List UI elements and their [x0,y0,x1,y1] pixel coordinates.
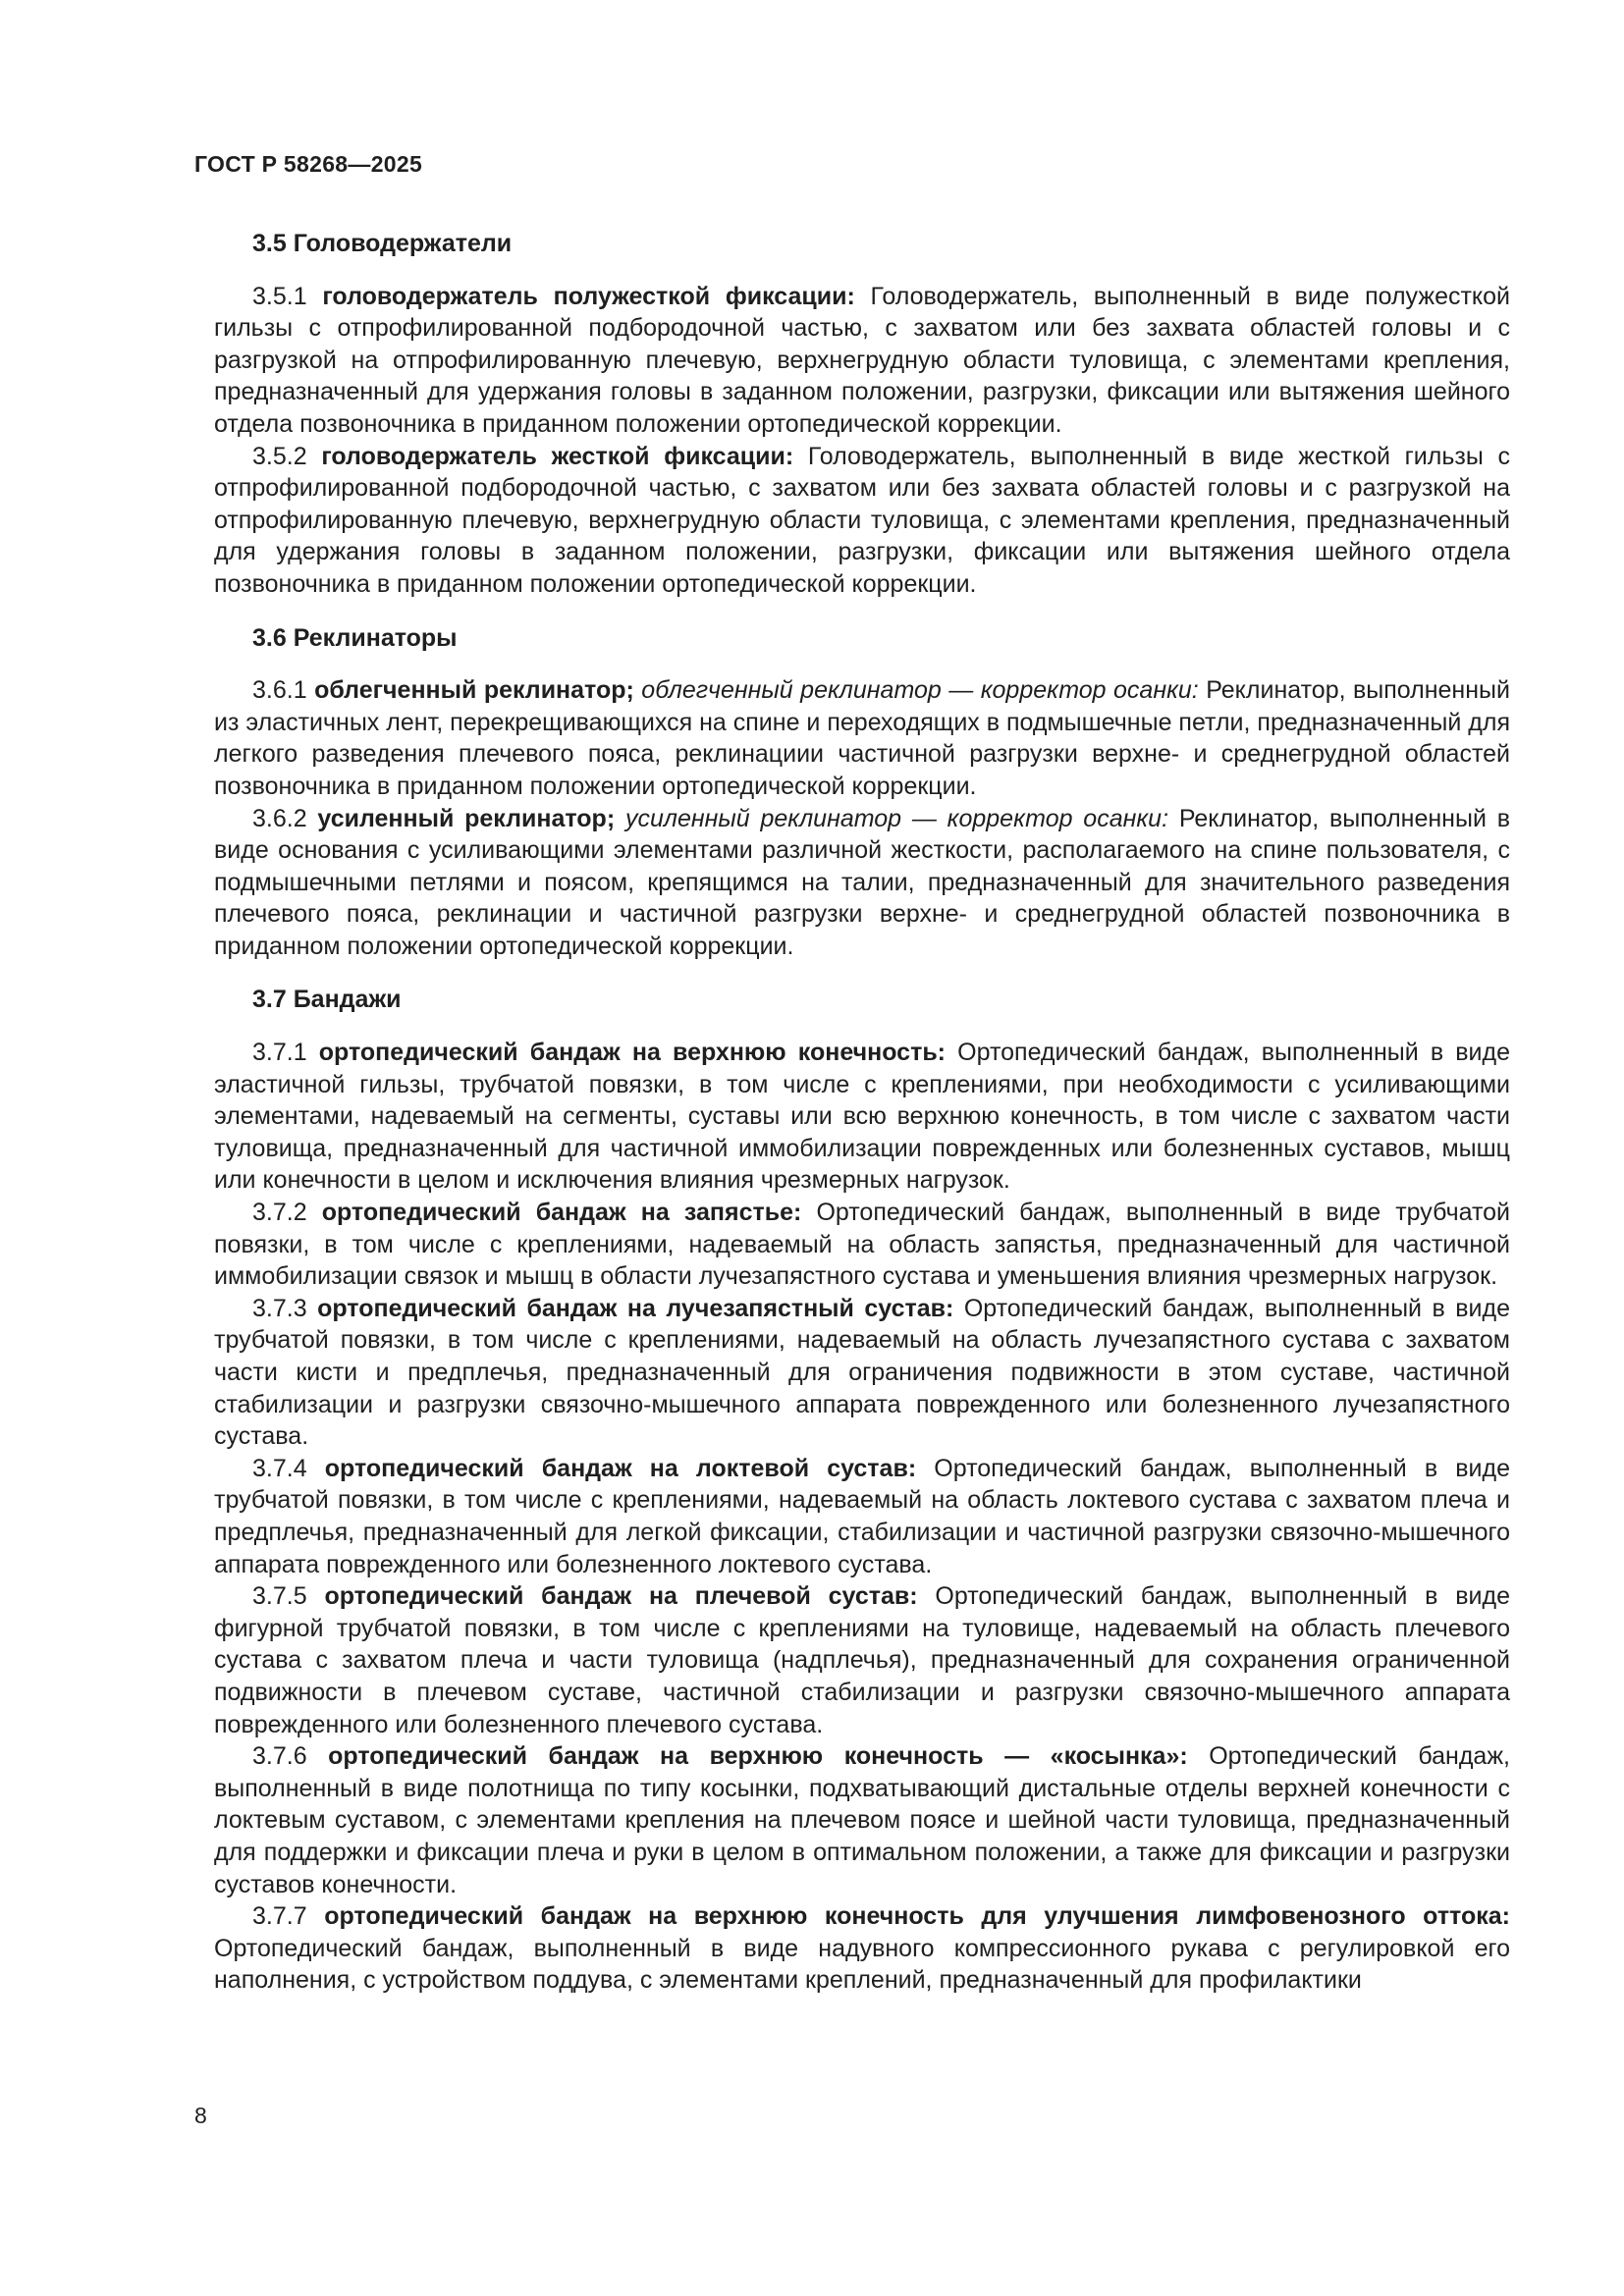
entry-number: 3.7.4 [252,1454,325,1482]
term-name: ортопедический бандаж на верхнюю конечность — «косынка»: [328,1742,1188,1771]
entry-number: 3.7.1 [252,1039,319,1067]
term-name: ортопедический бандаж на лучезапястный сустав: [317,1294,954,1322]
term-definition: Реклинатор, выполненный в виде основания с усиливающими элементами различной жесткости, располагаемого на спине пользователя, с подмышечными петлями и поясом, крепящимся на талии, предназначенный для значительного разведения плечевого пояса, реклинации и частичной разгрузки верхне- и среднегрудной областей позвоночника в приданном положении ортопедической коррекции. [214,804,1510,960]
term-entry [214,1580,1510,1740]
term-definition: Реклинатор, выполненный из эластичных лент, перекрещивающихся на спине и переходящих в подмышечные петли, предназначенный для легкого разведения плечевого пояса, реклинациии частичной разгрузки верхне- и среднегрудной областей позвоночника в приданном положении ортопедической коррекции. [214,676,1510,800]
term-entry [214,803,1510,963]
term-definition: Ортопедический бандаж, выполненный в виде трубчатой повязки, в том числе с креплениями, надеваемый на область запястья, предназначенный для частичной иммобилизации связок и мышц в области лучезапястного сустава и уменьшения влияния чрезмерных нагрузок. [214,1199,1510,1291]
term-entry [214,1740,1510,1900]
entry-number: 3.6.2 [252,804,318,832]
term-name: ортопедический бандаж на верхнюю конечность для улучшения лимфовенозного оттока: [324,1902,1510,1931]
term-synonym: облегченный реклинатор — корректор осанки: [633,676,1199,705]
term-synonym: усиленный реклинатор — корректор осанки: [615,804,1169,832]
section-heading: 3.6 Реклинаторы [252,623,458,652]
term-entry [214,281,1510,441]
entry-number: 3.7.2 [252,1199,322,1227]
term-entry [214,1453,1510,1580]
term-name: головодержатель жесткой фиксации: [321,442,794,470]
term-entry [214,1900,1510,1997]
term-name: ортопедический бандаж на верхнюю конечность: [318,1039,947,1067]
term-definition: Ортопедический бандаж, выполненный в виде трубчатой повязки, в том числе с креплениями, надеваемый на область локтевого сустава с захватом плеча и предплечья, предназначенный для легкой фиксации, стабилизации и частичной разгрузки связочно-мышечного аппарата поврежденного или болезненного локтевого сустава. [214,1454,1511,1578]
section-heading: 3.5 Головодержатели [252,230,513,257]
standard-code: ГОСТ Р 58268—2025 [194,151,423,177]
term-definition: Ортопедический бандаж, выполненный в виде трубчатой повязки, в том числе с креплениями, надеваемый на область лучезапястного сустава с захватом части кисти и предплечья, предназначенный для ограничения подвижности в этом суставе, частичной стабилизации и разгрузки связочно-мышечного аппарата поврежденного или болезненного лучезапястного сустава. [214,1294,1510,1451]
page-content [214,228,1510,1997]
entry-number: 3.7.5 [252,1582,325,1611]
term-entry [214,1197,1510,1293]
term-definition: Головодержатель, выполненный в виде полужесткой гильзы с отпрофилированной подбородочной частью, с захватом или без захвата областей головы и с разгрузкой на отпрофилированную плечевую, верхнегрудную области туловища, с элементами крепления, предназначенный для удержания головы в заданном положении, разгрузки, фиксации или вытяжения шейного отдела позвоночника в приданном положении ортопедической коррекции. [214,282,1511,438]
term-entry [214,1293,1510,1453]
entry-number: 3.7.7 [252,1902,325,1931]
entry-number: 3.5.2 [252,442,322,470]
section-heading: 3.7 Бандажи [252,986,402,1014]
term-name: облегченный реклинатор; [314,676,634,705]
term-name: ортопедический бандаж на запястье: [321,1199,802,1227]
term-definition: Ортопедический бандаж, выполненный в виде надувного компрессионного рукава с регулировкой его наполнения, с устройством поддува, с элементами креплений, предназначенный для профилактики [214,1934,1510,1995]
term-name: ортопедический бандаж на плечевой сустав: [324,1582,918,1611]
entry-number: 3.7.6 [252,1742,329,1771]
term-definition: Ортопедический бандаж, выполненный в виде полотнища по типу косынки, подхватывающий дистальные отделы верхней конечности с локтевым суставом, с элементами крепления на плечевом поясе и шейной части туловища, предназначенный для поддержки и фиксации плеча и руки в целом в оптимальном положении, а также для фиксации и разгрузки суставов конечности. [214,1742,1510,1898]
term-name: усиленный реклинатор; [317,804,616,832]
entry-number: 3.6.1 [252,676,315,705]
page-number: 8 [194,2103,207,2128]
term-definition: Головодержатель, выполненный в виде жесткой гильзы с отпрофилированной подбородочной частью, с захватом или без захвата областей головы и с разгрузкой на отпрофилированную плечевую, верхнегрудную области туловища, с элементами крепления, предназначенный для удержания головы в заданном положении, разгрузки, фиксации или вытяжения шейного отдела позвоночника в приданном положении ортопедической коррекции. [214,442,1510,598]
term-definition: Ортопедический бандаж, выполненный в виде фигурной трубчатой повязки, в том числе с креплениями на туловище, надеваемый на область плечевого сустава с захватом плеча и части туловища (надплечья), предназначенный для сохранения ограниченной подвижности в плечевом суставе, частичной стабилизации и разгрузки связочно-мышечного аппарата поврежденного или болезненного плечевого сустава. [214,1582,1511,1738]
term-name: ортопедический бандаж на локтевой сустав: [324,1454,917,1482]
term-definition: Ортопедический бандаж, выполненный в виде эластичной гильзы, трубчатой повязки, в том числе с креплениями, при необходимости с усиливающими элементами, надеваемый на сегменты, суставы или всю верхнюю конечность, в том числе с захватом части туловища, предназначенный для частичной иммобилизации поврежденных или болезненных суставов, мышц или конечности в целом и исключения влияния чрезмерных нагрузок. [214,1039,1510,1195]
term-entry [214,1037,1510,1197]
term-name: головодержатель полужесткой фиксации: [322,282,855,310]
term-entry [214,441,1510,601]
entry-number: 3.5.1 [252,282,323,310]
term-entry [214,674,1510,802]
entry-number: 3.7.3 [252,1294,318,1322]
